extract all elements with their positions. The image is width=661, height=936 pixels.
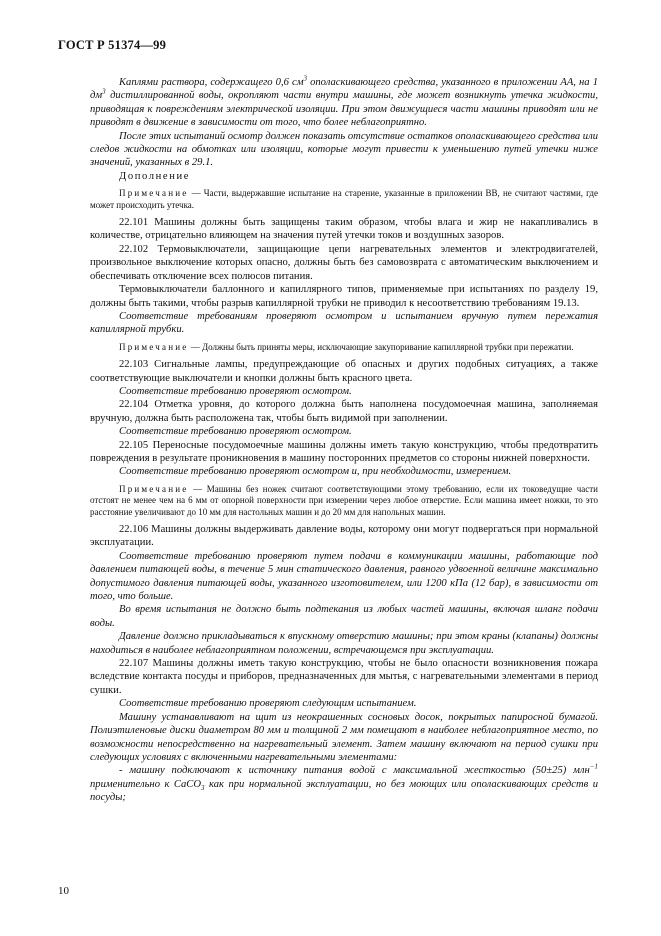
note-legs: Примечание — Машины без ножек считают соответствующими этому требованию, если их токоведущие части отстоят не менее чем на 6 мм от опорной поверхности при измерении через любое отверстие. Если машина имеет ножки, то это расстояние увеличивают до 10 мм для настольных машин и до 20 мм для напольных машин. [90,483,598,517]
paragraph-drops-test: Каплями раствора, содержащего 0,6 $см^3$ ополаскивающего средства, указанного в приложении АА, на 1 $дм^3$ дистиллированной воды, окропляют части внутри машины, где может возникнуть утечка жидкости, приводящая к повреждениям электрической изоляции. При этом движущиеся части машины приводят или не приводят в движение в зависимости от того, что более неблагоприятно. [90,74,598,129]
standard-header: ГОСТ Р 51374—99 [58,38,167,52]
paragraph-compliance-inspection-2: Соответствие требованию проверяют осмотром. [119,426,352,438]
clause-22-107: 22.107 Машины должны иметь такую конструкцию, чтобы не было опасности возникновения пожара вследствие контакта посуды и приборов, предназначенных для мытья, с нагревательными элементами в период сушки. [90,658,598,696]
paragraph-water-hardness: - машину подключают к источнику питания водой с максимальной жесткостью (50±25) млн$^{-1}$ применительно к CaCO$_3$ как при нормальной эксплуатации, но без моющих или ополаскивающих средств и посуды; [90,762,598,804]
paragraph-compliance-inspection-1: Соответствие требованию проверяют осмотром. [119,385,352,397]
clause-22-102: 22.102 Термовыключатели, защищающие цепи нагревательных элементов и электродвигателей, произвольное выключение которых опасно, должны быть без самовозврата с автоматическим выключением и обеспечивать отключение всех полюсов питания. [90,243,598,282]
paragraph-compliance-measurement: Соответствие требованию проверяют осмотром и, при необходимости, измерением. [119,466,512,478]
clause-22-103: 22.103 Сигнальные лампы, предупреждающие об опасных и других подобных ситуациях, а также соответствующие выключатели и кнопки должны быть красного цвета. [90,359,598,384]
paragraph-pressure-test: Соответствие требованию проверяют путем подачи в коммуникации машины, работающие под давлением питающей воды, в течение 5 мин статического давления, равного удвоенной величине максимально допустимого давления питающей воды, указанного изготовителем, или 1200 кПа (12 бар), в зависимости от того, что больше. [90,550,598,603]
page-number: 10 [58,885,69,897]
note-aging: Примечание — Части, выдержавшие испытание на старение, указанные в приложении ВВ, не считают частями, где может происходить утечка. [90,188,598,210]
clause-22-101: 22.101 Машины должны быть защищены таким образом, чтобы влага и жир не накапливались в количестве, отрицательно влияющем на значения путей утечки токов и воздушных зазоров. [90,217,598,242]
clause-22-104: 22.104 Отметка уровня, до которого должна быть наполнена посудомоечная машина, заполняемая вручную, должна быть расположена так, чтобы быть видимой при заполнении. [90,399,598,424]
document-body [90,76,598,805]
paragraph-no-leakage: Во время испытания не должно быть подтекания из любых частей машины, включая шланг подачи воды. [90,604,598,629]
note-capillary: Примечание — Должны быть приняты меры, исключающие закупоривание капиллярной трубки при пережатии. [119,341,574,352]
paragraph-pressure-inlet: Давление должно прикладываться к впускному отверстию машины; при этом краны (клапаны) должны находиться в наиболее неблагоприятном положении, встречающемся при эксплуатации. [90,631,598,656]
clause-22-106: 22.106 Машины должны выдерживать давление воды, которому они могут подвергаться при нормальной эксплуатации. [90,524,598,549]
clause-22-105: 22.105 Переносные посудомоечные машины должны иметь такую конструкцию, чтобы предотвратить повреждения в результате проникновения в машину посторонних предметов со стороны нижней поверхности. [90,439,598,464]
paragraph-compliance-capillary: Соответствие требованиям проверяют осмотром и испытанием вручную путем пережатия капиллярной трубки. [90,310,598,336]
paragraph-machine-setup: Машину устанавливают на щит из неокрашенных сосновых досок, покрытых папиросной бумагой. Полиэтиленовые диски диаметром 80 мм и толщиной 2 мм помещают в наиболее неблагоприятное место, по возможности непосредственно на нагревательный элемент. Затем машину включают на период сушки при следующих условиях с включенными нагревательными элементами: [90,711,598,763]
paragraph-thermostats: Термовыключатели баллонного и капиллярного типов, применяемые при испытаниях по разделу 19, должны быть такими, чтобы разрыв капиллярной трубки не приводил к несоответствию требованиям 19.13. [90,284,598,309]
paragraph-compliance-following-test: Соответствие требованию проверяют следующим испытанием. [119,698,417,710]
addendum-heading: Дополнение [119,170,191,182]
paragraph-inspection-result: После этих испытаний осмотр должен показать отсутствие остатков ополаскивающего средства или следов жидкости на обмотках или изоляции, которые могут привести к уменьшению путей утечки ниже значений, указанных в 29.1. [90,130,599,169]
